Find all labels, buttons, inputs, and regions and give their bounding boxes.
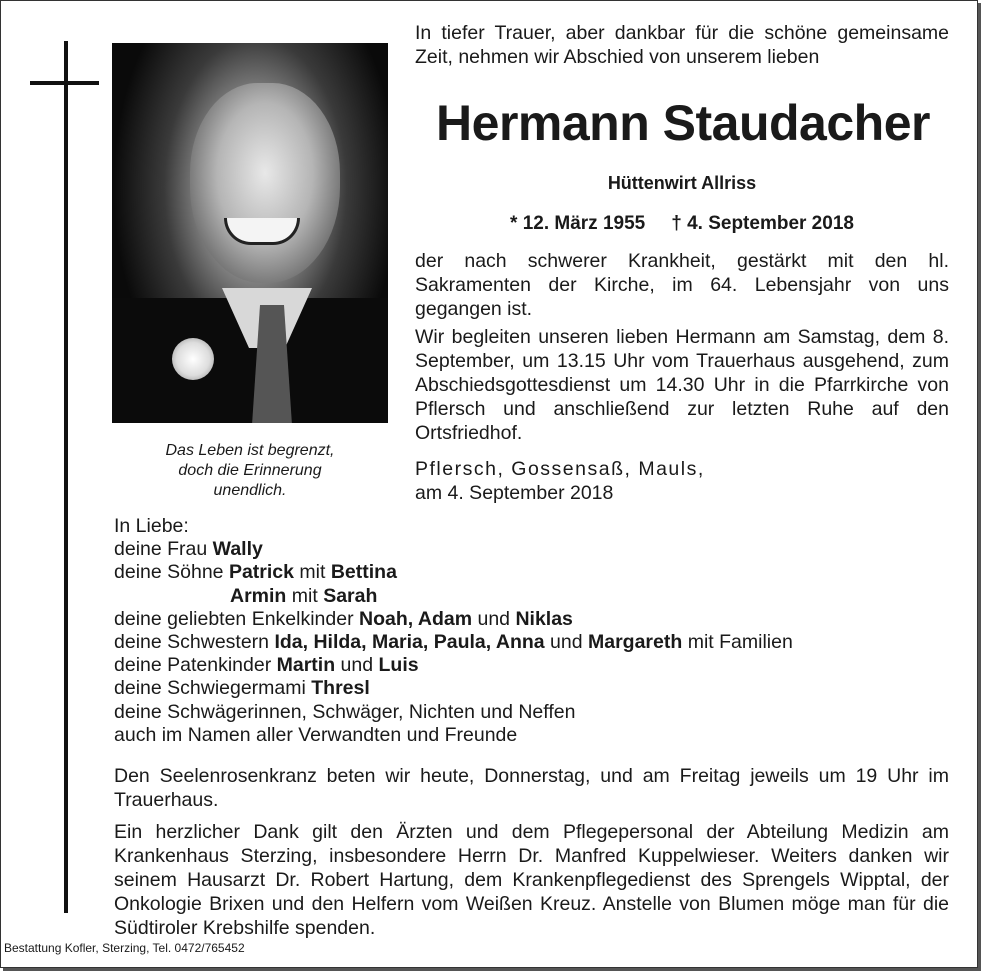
birth-date: * 12. März 1955: [510, 213, 646, 234]
funeral-home-footer: Bestattung Kofler, Sterzing, Tel. 0472/765452: [4, 941, 245, 955]
closing-paragraph: Den Seelenrosenkranz beten wir heute, Donnerstag, und am Freitag jeweils um 19 Uhr im Trauerhaus.: [114, 765, 949, 811]
family-line: Armin mit Sarah: [230, 584, 378, 607]
obituary-body: [415, 249, 949, 449]
closing-text: [114, 764, 949, 948]
cross-icon: [64, 41, 68, 913]
family-line: deine geliebten Enkelkinder Noah, Adam und Niklas: [114, 607, 573, 630]
family-line: deine Schwägerinnen, Schwäger, Nichten und Neffen: [114, 700, 576, 723]
deceased-title: Hüttenwirt Allriss: [607, 173, 757, 193]
family-line: deine Söhne Patrick mit Bettina: [114, 561, 397, 584]
family-line: auch im Namen aller Verwandten und Freunde: [114, 723, 518, 746]
cross-icon-bar: [30, 81, 99, 85]
body-paragraph: der nach schwerer Krankheit, gestärkt mit den hl. Sakramenten der Kirche, im 64. Lebensjahr von uns gegangen ist.: [415, 250, 949, 320]
photo-caption: Das Leben ist begrenzt, doch die Erinnerung unendlich.: [165, 442, 335, 499]
body-paragraph: Wir begleiten unseren lieben Hermann am Samstag, dem 8. September, um 13.15 Uhr vom Trauerhaus ausgehend, zum Abschiedsgottesdienst um 14.30 Uhr in die Pfarrkirche von Pflersch und anschließend zur letzten Ruhe auf den Ortsfriedhof.: [415, 326, 949, 444]
closing-paragraph: Ein herzlicher Dank gilt den Ärzten und dem Pflegepersonal der Abteilung Medizin am Krankenhaus Sterzing, insbesondere Herrn Dr. Manfred Kuppelwieser. Weiters danken wir seinem Hausarzt Dr. Robert Hartung, dem Krankenpflegedienst des Sprengels Wipptal, der Onkologie Brixen und den Helfern vom Weißen Kreuz. Anstelle von Blumen möge man für die Südtiroler Krebshilfe spenden.: [114, 821, 949, 939]
family-line: deine Frau Wally: [114, 538, 263, 561]
deceased-name: Hermann Staudacher: [436, 95, 930, 151]
family-line: deine Schwestern Ida, Hilda, Maria, Paula, Anna und Margareth mit Familien: [114, 631, 793, 654]
family-line: deine Patenkinder Martin und Luis: [114, 654, 419, 677]
place-date: Pflersch, Gossensaß, Mauls, am 4. September 2018: [415, 458, 705, 504]
death-date: † 4. September 2018: [671, 213, 854, 234]
family-heading: In Liebe:: [114, 515, 189, 537]
family-line: deine Schwiegermami Thresl: [114, 677, 370, 700]
family-list: [114, 515, 954, 747]
portrait-photo: [112, 43, 388, 423]
life-dates: [415, 213, 949, 235]
intro-text: In tiefer Trauer, aber dankbar für die schöne gemeinsame Zeit, nehmen wir Abschied von unserem lieben: [415, 22, 949, 68]
